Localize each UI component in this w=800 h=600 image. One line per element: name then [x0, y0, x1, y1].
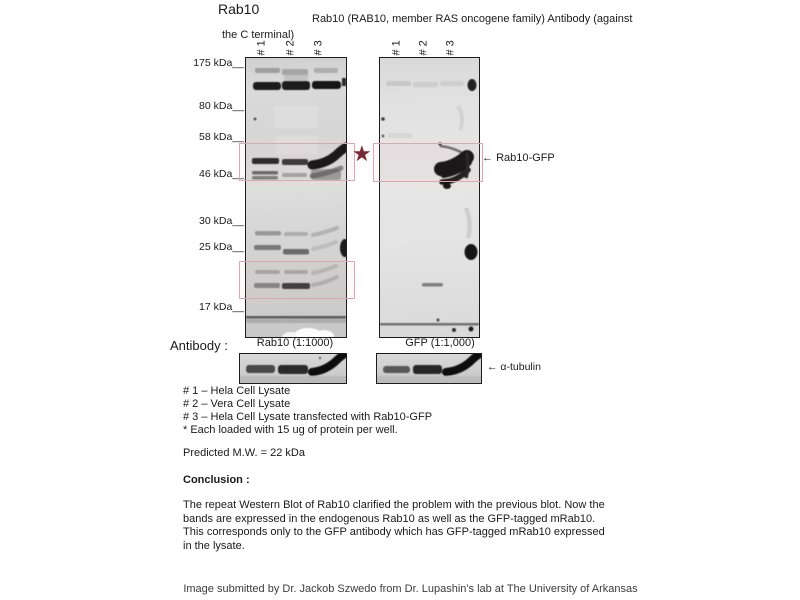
lane-label-left-1: # 1	[255, 40, 268, 56]
mw-marker-46: 46 kDa__	[199, 168, 244, 180]
tubulin-strip-right-bands	[377, 354, 481, 383]
tubulin-strip-right	[376, 353, 482, 384]
blot-gfp-panel	[379, 57, 480, 338]
conclusion-line-1: The repeat Western Blot of Rab10 clarified the problem with the previous blot. Now the	[183, 499, 605, 511]
mw-marker-58: 58 kDa__	[199, 131, 244, 143]
antibody-description-line2: the C terminal)	[222, 29, 295, 41]
legend-loading-note: * Each loaded with 15 ug of protein per well.	[183, 424, 398, 436]
conclusion-line-2: bands are expressed in the endogenous Rab10 as well as the GFP-tagged mRab10.	[183, 512, 596, 525]
lane-label-right-3: # 3	[444, 40, 457, 56]
rab10-gfp-annotation	[482, 152, 555, 164]
legend-lane-3: # 3 – Hela Cell Lysate transfected with Rab10-GFP	[183, 411, 433, 423]
left-arrow-icon: ←	[482, 152, 493, 164]
star-icon: ★	[352, 141, 372, 166]
tubulin-strip-left	[239, 353, 347, 384]
mw-marker-17: 17 kDa__	[199, 301, 244, 313]
highlight-box-endogenous-region	[239, 261, 355, 299]
lane-label-right-1: # 1	[390, 40, 403, 56]
antibody-description-line1: Rab10 (RAB10, member RAS oncogene family) Antibody (against	[312, 13, 633, 25]
tubulin-label: α-tubulin	[500, 361, 541, 373]
left-arrow-icon: ←	[487, 361, 498, 373]
conclusion-line-4: in the lysate.	[183, 539, 245, 552]
blot-gfp-bands	[380, 58, 479, 337]
lane-label-left-3: # 3	[312, 40, 325, 56]
image-credit: Image submitted by Dr. Jackob Szwedo from Dr. Lupashin's lab at The University of Arkansas	[183, 583, 638, 595]
predicted-mw-text: Predicted M.W. = 22 kDa	[183, 447, 305, 459]
figure-title: Rab10	[218, 1, 260, 17]
conclusion-heading: Conclusion :	[183, 474, 250, 486]
mw-marker-80: 80 kDa__	[199, 100, 244, 112]
tubulin-strip-left-bands	[240, 354, 346, 383]
mw-marker-30: 30 kDa__	[199, 215, 244, 227]
rab10-dilution-caption: Rab10 (1:1000)	[256, 337, 334, 349]
highlight-box-gfp-region	[373, 143, 483, 182]
antibody-row-label: Antibody :	[170, 338, 228, 353]
tubulin-annotation	[487, 361, 541, 373]
rab10-gfp-label: Rab10-GFP	[496, 152, 555, 164]
lane-label-left-2: # 2	[284, 40, 297, 56]
lane-label-right-2: # 2	[417, 40, 430, 56]
conclusion-line-3: This corresponds only to the GFP antibody which has GFP-tagged mRab10 expressed	[183, 526, 605, 538]
highlight-box-rab10-region	[239, 143, 355, 181]
gfp-dilution-caption: GFP (1:1,000)	[405, 337, 475, 349]
mw-marker-175: 175 kDa__	[193, 57, 244, 69]
legend-lane-2: # 2 – Vera Cell Lysate	[183, 398, 291, 410]
mw-marker-25: 25 kDa__	[199, 241, 244, 253]
legend-lane-1: # 1 – Hela Cell Lysate	[183, 385, 291, 397]
